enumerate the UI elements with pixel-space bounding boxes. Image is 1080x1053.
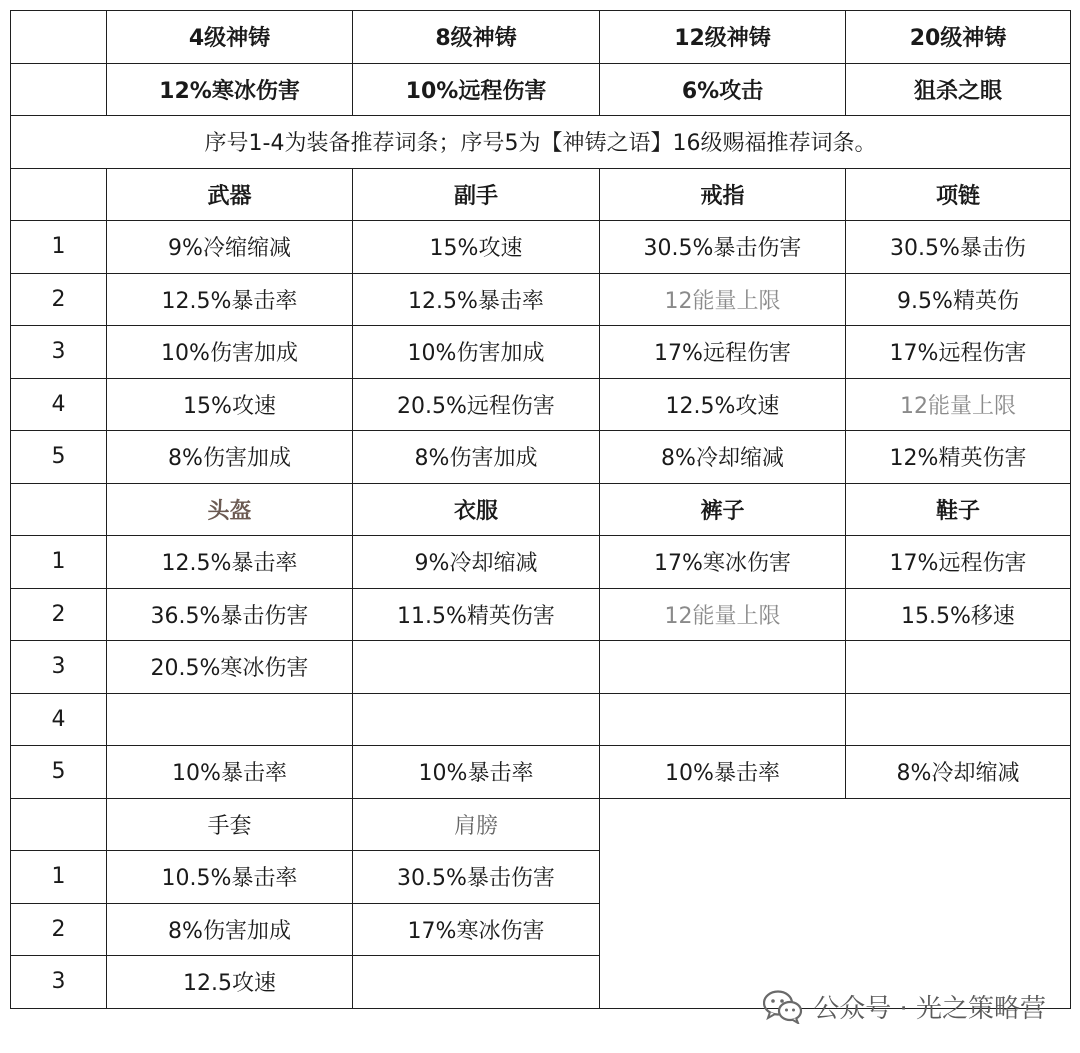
row-number: 2 xyxy=(11,273,107,326)
shenzhu-level-row xyxy=(11,11,1071,64)
table-cell: 30.5%暴击伤害 xyxy=(600,221,846,274)
table-cell: 17%寒冰伤害 xyxy=(353,903,600,956)
corner-cell xyxy=(11,798,107,851)
table-cell: 8%伤害加成 xyxy=(353,431,600,484)
bonus-8: 10%远程伤害 xyxy=(353,63,600,116)
table-cell: 10%暴击率 xyxy=(107,746,353,799)
table-cell: 8%伤害加成 xyxy=(107,903,353,956)
header-offhand: 副手 xyxy=(353,168,600,221)
table-cell: 36.5%暴击伤害 xyxy=(107,588,353,641)
level-20: 20级神铸 xyxy=(846,11,1071,64)
table-cell: 30.5%暴击伤 xyxy=(846,221,1071,274)
row-number: 5 xyxy=(11,746,107,799)
table-cell: 15.5%移速 xyxy=(846,588,1071,641)
shenzhu-bonus-row xyxy=(11,63,1071,116)
table-cell: 10%伤害加成 xyxy=(107,326,353,379)
row-number: 4 xyxy=(11,693,107,746)
table-cell: 11.5%精英伤害 xyxy=(353,588,600,641)
header-shoes: 鞋子 xyxy=(846,483,1071,536)
table-cell: 20.5%寒冰伤害 xyxy=(107,641,353,694)
table-cell xyxy=(846,693,1071,746)
table-cell xyxy=(600,693,846,746)
table-cell: 10.5%暴击率 xyxy=(107,851,353,904)
table-row xyxy=(11,273,1071,326)
table-cell: 20.5%远程伤害 xyxy=(353,378,600,431)
table-cell: 10%暴击率 xyxy=(600,746,846,799)
table-cell: 15%攻速 xyxy=(107,378,353,431)
table-row xyxy=(11,536,1071,589)
row-number: 2 xyxy=(11,588,107,641)
bonus-4: 12%寒冰伤害 xyxy=(107,63,353,116)
table-row xyxy=(11,588,1071,641)
row-number: 5 xyxy=(11,431,107,484)
table-cell: 12%精英伤害 xyxy=(846,431,1071,484)
table-cell xyxy=(353,641,600,694)
table-cell: 12.5%暴击率 xyxy=(107,273,353,326)
watermark-text: 公众号 · 光之策略营 xyxy=(813,994,1046,1024)
corner-cell xyxy=(11,63,107,116)
wechat-icon xyxy=(763,990,803,1024)
table-cell: 12.5%暴击率 xyxy=(107,536,353,589)
note-text: 序号1-4为装备推荐词条；序号5为【神铸之语】16级赐福推荐词条。 xyxy=(11,116,1071,169)
bonus-12: 6%攻击 xyxy=(600,63,846,116)
table-cell: 10%伤害加成 xyxy=(353,326,600,379)
table-cell: 12.5攻速 xyxy=(107,956,353,1009)
table-cell: 17%寒冰伤害 xyxy=(600,536,846,589)
corner-cell xyxy=(11,11,107,64)
corner-cell xyxy=(11,483,107,536)
corner-cell xyxy=(11,168,107,221)
header-ring: 戒指 xyxy=(600,168,846,221)
bonus-20: 狙杀之眼 xyxy=(846,63,1071,116)
table-cell: 17%远程伤害 xyxy=(846,536,1071,589)
row-number: 1 xyxy=(11,536,107,589)
table-row xyxy=(11,431,1071,484)
row-number: 3 xyxy=(11,641,107,694)
table-cell: 12能量上限 xyxy=(600,273,846,326)
section3-header-row xyxy=(11,798,1071,851)
note-row xyxy=(11,116,1071,169)
table-cell: 9%冷缩缩减 xyxy=(107,221,353,274)
header-weapon: 武器 xyxy=(107,168,353,221)
header-gloves: 手套 xyxy=(107,798,353,851)
table-cell: 8%伤害加成 xyxy=(107,431,353,484)
level-8: 8级神铸 xyxy=(353,11,600,64)
row-number: 3 xyxy=(11,326,107,379)
empty-area xyxy=(600,798,1071,1008)
table-cell: 17%远程伤害 xyxy=(846,326,1071,379)
recommendation-table xyxy=(10,10,1071,1009)
table-cell xyxy=(107,693,353,746)
level-12: 12级神铸 xyxy=(600,11,846,64)
section1-header-row xyxy=(11,168,1071,221)
table-row xyxy=(11,378,1071,431)
header-pants: 裤子 xyxy=(600,483,846,536)
table-cell: 12.5%暴击率 xyxy=(353,273,600,326)
header-shoulders: 肩膀 xyxy=(353,798,600,851)
row-number: 1 xyxy=(11,851,107,904)
table-cell xyxy=(846,641,1071,694)
header-helmet: 头盔 xyxy=(107,483,353,536)
row-number: 1 xyxy=(11,221,107,274)
table-row xyxy=(11,326,1071,379)
table-cell: 12.5%攻速 xyxy=(600,378,846,431)
header-necklace: 项链 xyxy=(846,168,1071,221)
table-cell: 12能量上限 xyxy=(600,588,846,641)
table-cell: 9.5%精英伤 xyxy=(846,273,1071,326)
table-cell: 8%冷却缩减 xyxy=(846,746,1071,799)
level-4: 4级神铸 xyxy=(107,11,353,64)
row-number: 3 xyxy=(11,956,107,1009)
table-cell: 17%远程伤害 xyxy=(600,326,846,379)
table-row xyxy=(11,746,1071,799)
section2-header-row xyxy=(11,483,1071,536)
table-cell: 8%冷却缩减 xyxy=(600,431,846,484)
table-cell: 15%攻速 xyxy=(353,221,600,274)
row-number: 4 xyxy=(11,378,107,431)
table-cell: 30.5%暴击伤害 xyxy=(353,851,600,904)
header-clothes: 衣服 xyxy=(353,483,600,536)
table-cell: 10%暴击率 xyxy=(353,746,600,799)
table-cell xyxy=(600,641,846,694)
row-number: 2 xyxy=(11,903,107,956)
watermark xyxy=(763,988,1046,1025)
table-cell xyxy=(353,693,600,746)
table-row xyxy=(11,693,1071,746)
table-row xyxy=(11,221,1071,274)
table-row xyxy=(11,641,1071,694)
table-cell: 12能量上限 xyxy=(846,378,1071,431)
table-cell xyxy=(353,956,600,1009)
table-cell: 9%冷却缩减 xyxy=(353,536,600,589)
